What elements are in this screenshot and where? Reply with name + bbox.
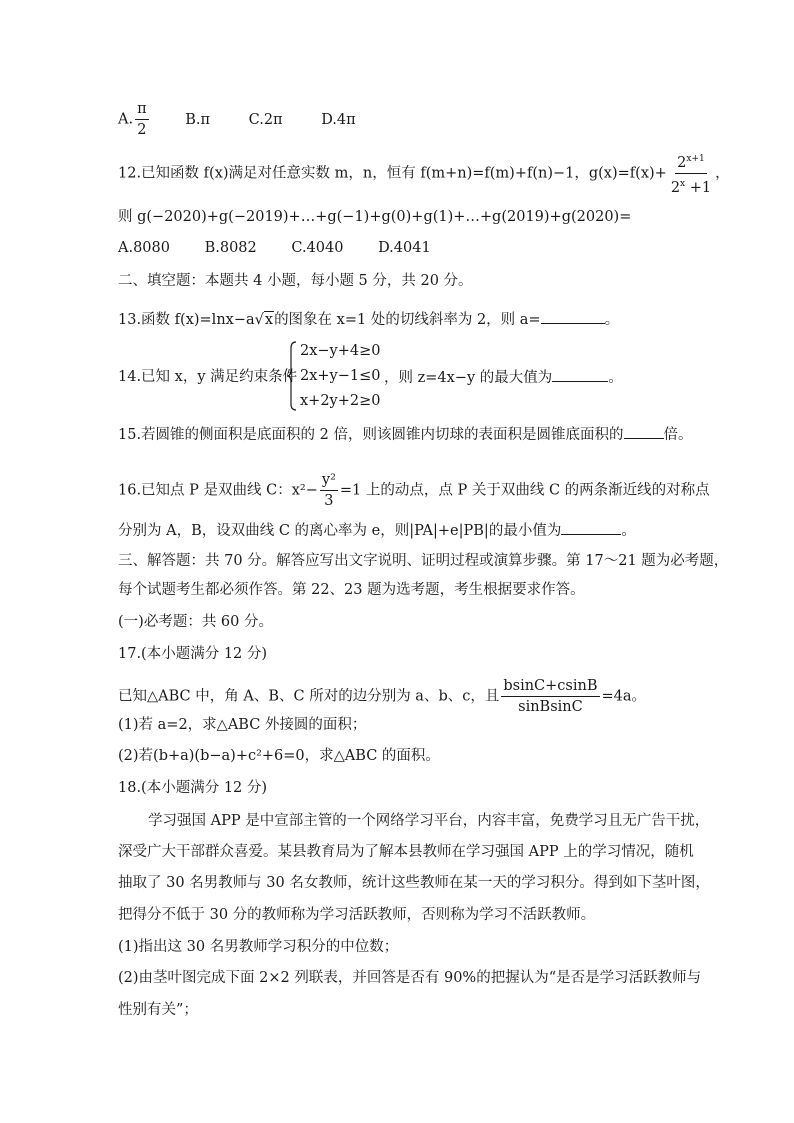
q12-option-c: C.4040 <box>291 240 344 256</box>
q12-option-a: A.8080 <box>118 240 170 256</box>
fraction-numerator <box>675 150 707 174</box>
q18-header: 18.(本小题满分 12 分) <box>118 780 268 796</box>
q16-text-before: 16.已知点 P 是双曲线 C：x²− <box>118 482 318 499</box>
den-base: 2 <box>670 179 681 196</box>
q13-answer-blank[interactable] <box>541 309 605 324</box>
q17-stem <box>118 677 646 716</box>
q14-answer-blank[interactable] <box>552 367 608 382</box>
q12-line2: 则 g(−2020)+g(−2019)+…+g(−1)+g(0)+g(1)+…+g(2019)+g(2020)= <box>118 209 632 225</box>
q18-part1: (1)指出这 30 名男教师学习积分的中位数； <box>118 939 399 955</box>
section-2-title: 二、填空题：本题共 4 小题，每小题 5 分，共 20 分。 <box>118 273 473 289</box>
num-base: 2 <box>677 154 687 171</box>
q14-end: 。 <box>608 370 623 386</box>
q15-text: 15.若圆锥的侧面积是底面积的 2 倍，则该圆锥内切球的表面积是圆锥底面积的 <box>118 427 624 443</box>
constraint-2: 2x+y−1≤0 <box>300 368 381 384</box>
q16-line2 <box>118 520 636 541</box>
fraction-denominator <box>669 174 713 197</box>
section-3-line2: 每个试题考生都必须作答。第 22、23 题为选考题，考生根据要求作答。 <box>118 582 585 598</box>
q11-options <box>118 100 390 139</box>
pi-over-2-fraction <box>135 100 149 139</box>
q17-text-after: =4a。 <box>601 688 647 705</box>
q12-stem-text: 12.已知函数 f(x)满足对任意实数 m，n，恒有 f(m+n)=f(m)+f(n)−1，g(x)=f(x)+ <box>118 165 667 182</box>
q16-end: 。 <box>621 523 636 539</box>
q13-text-after: 的图象在 x=1 处的切线斜率为 2，则 a= <box>274 312 541 328</box>
q16-answer-blank[interactable] <box>561 520 621 535</box>
fraction-numerator: y² <box>320 471 338 491</box>
fraction-denominator: 2 <box>137 122 147 138</box>
constraint-3: x+2y+2≥0 <box>300 393 381 409</box>
q18-para-line1: 学习强国 APP 是中宣部主管的一个网络学习平台，内容丰富，免费学习且无广告干扰， <box>148 813 710 829</box>
q18-para-line3: 抽取了 30 名男教师与 30 名女教师，统计这些教师在某一天的学习积分。得到如下茎叶图， <box>118 875 710 891</box>
q13 <box>118 309 619 330</box>
num-exponent: x+1 <box>686 154 705 164</box>
q14-text-after: ，则 z=4x−y 的最大值为 <box>384 370 553 386</box>
left-brace-icon <box>286 340 298 412</box>
q14-before: 14.已知 x，y 满足约束条件 <box>118 369 298 385</box>
q15-answer-blank[interactable] <box>624 424 664 439</box>
section-3-line1: 三、解答题：共 70 分。解答应写出文字说明、证明过程或演算步骤。第 17～21 题为必考题， <box>118 553 729 569</box>
option-label: A. <box>118 111 134 128</box>
q18-para-line2: 深受广大干部群众喜爱。某县教育局为了解本县教师在学习强国 APP 上的学习情况，随机 <box>118 844 694 860</box>
q13-text-before: 13.函数 f(x)=lnx−a <box>118 312 255 328</box>
q14-after <box>384 367 623 388</box>
den-tail: +1 <box>685 179 712 196</box>
den-exponent: x <box>680 178 686 189</box>
fraction-denominator: 3 <box>324 493 334 509</box>
q12-stem-end: ， <box>715 165 730 182</box>
q16-line2-text: 分别为 A，B，设双曲线 C 的离心率为 e，则|PA|+e|PB|的最小值为 <box>118 523 562 539</box>
q16-text-after: =1 上的动点，点 P 关于双曲线 C 的两条渐近线的对称点 <box>339 482 710 499</box>
q15-end: 倍。 <box>663 427 693 443</box>
q17-header: 17.(本小题满分 12 分) <box>118 646 268 662</box>
q17-part2: (2)若(b+a)(b−a)+c²+6=0，求△ABC 的面积。 <box>118 748 440 764</box>
q17-part1: (1)若 a=2，求△ABC 外接圆的面积； <box>118 717 367 733</box>
q11-option-c: C.2π <box>248 111 283 128</box>
fraction-numerator: π <box>135 100 149 120</box>
q12-fraction <box>669 150 713 197</box>
fraction-numerator: bsinC+csinB <box>501 677 599 697</box>
fraction-denominator: sinBsinC <box>518 699 583 715</box>
required-title: (一)必考题：共 60 分。 <box>118 614 273 630</box>
q18-para-line4: 把得分不低于 30 分的教师称为学习活跃教师，否则称为学习不活跃教师。 <box>118 907 596 923</box>
q13-end: 。 <box>604 312 620 328</box>
q12-option-b: B.8082 <box>204 240 257 256</box>
sqrt-content: x <box>264 312 274 328</box>
q18-part2-line1: (2)由茎叶图完成下面 2×2 列联表，并回答是否有 90%的把握认为“是否是学习活跃教师与 <box>118 970 702 986</box>
constraint-1: 2x−y+4≥0 <box>300 343 381 359</box>
q12-stem <box>118 150 730 197</box>
sqrt-symbol: √ <box>254 312 264 328</box>
q17-fraction <box>501 677 599 716</box>
q18-part2-line2: 性别有关”； <box>118 1002 198 1018</box>
q15 <box>118 424 693 445</box>
q12-options <box>118 238 465 258</box>
q12-option-d: D.4041 <box>378 240 431 256</box>
q11-option-a <box>118 100 151 139</box>
q11-option-b: B.π <box>185 111 211 128</box>
q17-text-before: 已知△ABC 中，角 A、B、C 所对的边分别为 a、b、c，且 <box>118 688 500 705</box>
q16-line1 <box>118 471 710 510</box>
q11-option-d: D.4π <box>321 111 356 128</box>
q16-fraction <box>320 471 338 510</box>
